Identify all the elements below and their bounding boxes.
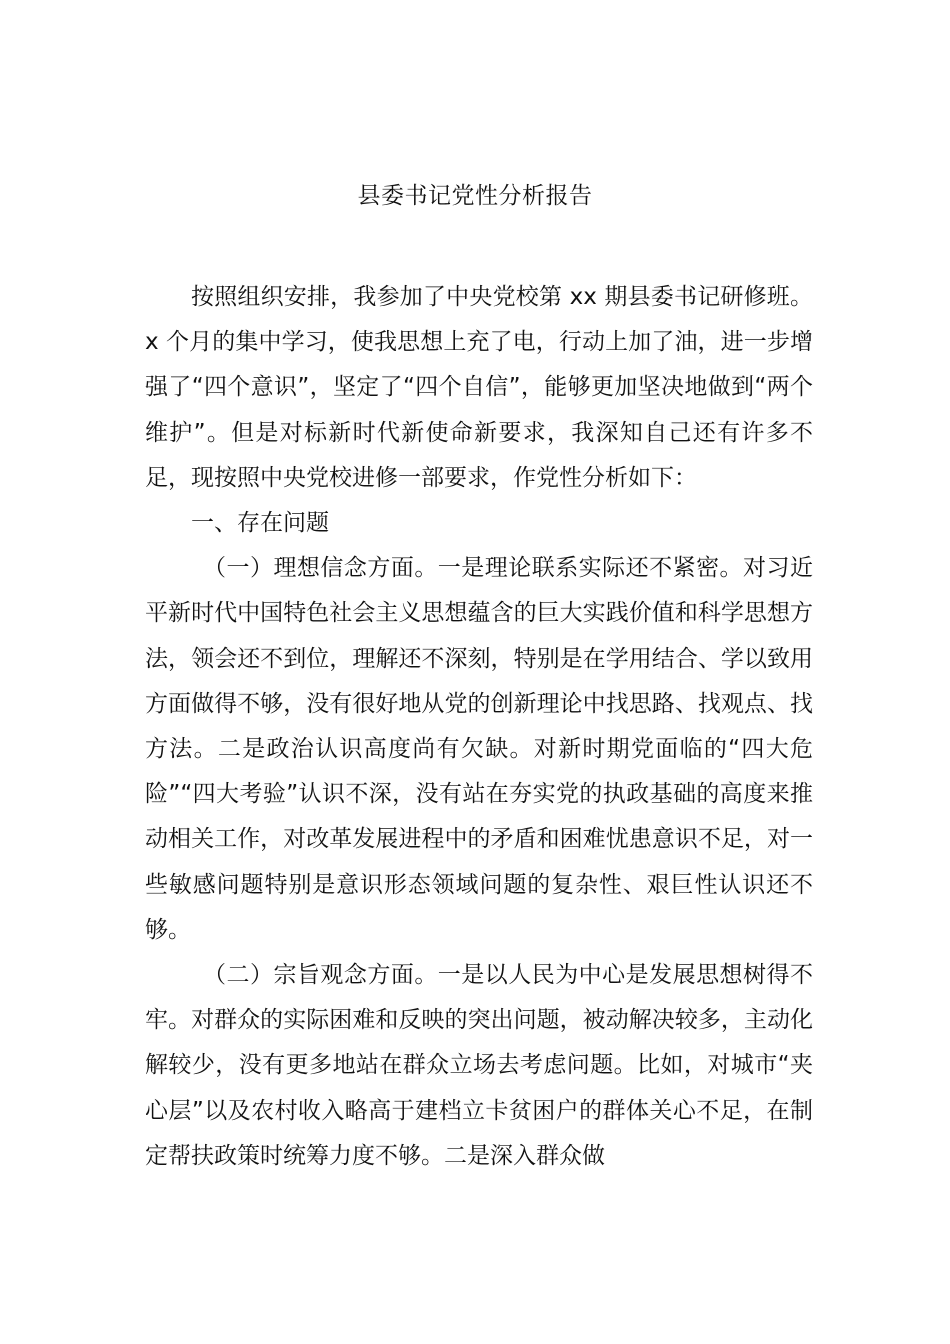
document-body bbox=[145, 275, 813, 1179]
intro-paragraph: 按照组织安排，我参加了中央党校第 xx 期县委书记研修班。x 个月的集中学习，使我思想上充了电，行动上加了油，进一步增强了“四个意识”，坚定了“四个自信”，能够更加坚决地做到“两个维护”。但是对标新时代新使命新要求，我深知自己还有许多不足，现按照中央党校进修一部要求，作党性分析如下： bbox=[145, 284, 813, 491]
paragraph-purpose-concept: （二）宗旨观念方面。一是以人民为中心是发展思想树得不牢。对群众的实际困难和反映的突出问题，被动解决较多，主动化解较少，没有更多地站在群众立场去考虑问题。比如，对城市“夹心层”以及农村收入略高于建档立卡贫困户的群体关心不足，在制定帮扶政策时统筹力度不够。二是深入群众做 bbox=[145, 962, 813, 1169]
section-heading-problems: 一、存在问题 bbox=[191, 510, 329, 537]
paragraph-ideals-beliefs: （一）理想信念方面。一是理论联系实际还不紧密。对习近平新时代中国特色社会主义思想蕴含的巨大实践价值和科学思想方法，领会还不到位，理解还不深刻，特别是在学用结合、学以致用方面做得不够，没有很好地从党的创新理论中找思路、找观点、找方法。二是政治认识高度尚有欠缺。对新时期党面临的“四大危险”“四大考验”认识不深，没有站在夯实党的执政基础的高度来推动相关工作，对改革发展进程中的矛盾和困难忧患意识不足，对一些敏感问题特别是意识形态领域问题的复杂性、艰巨性认识还不够。 bbox=[145, 555, 813, 943]
document-title: 县委书记党性分析报告 bbox=[357, 183, 593, 209]
